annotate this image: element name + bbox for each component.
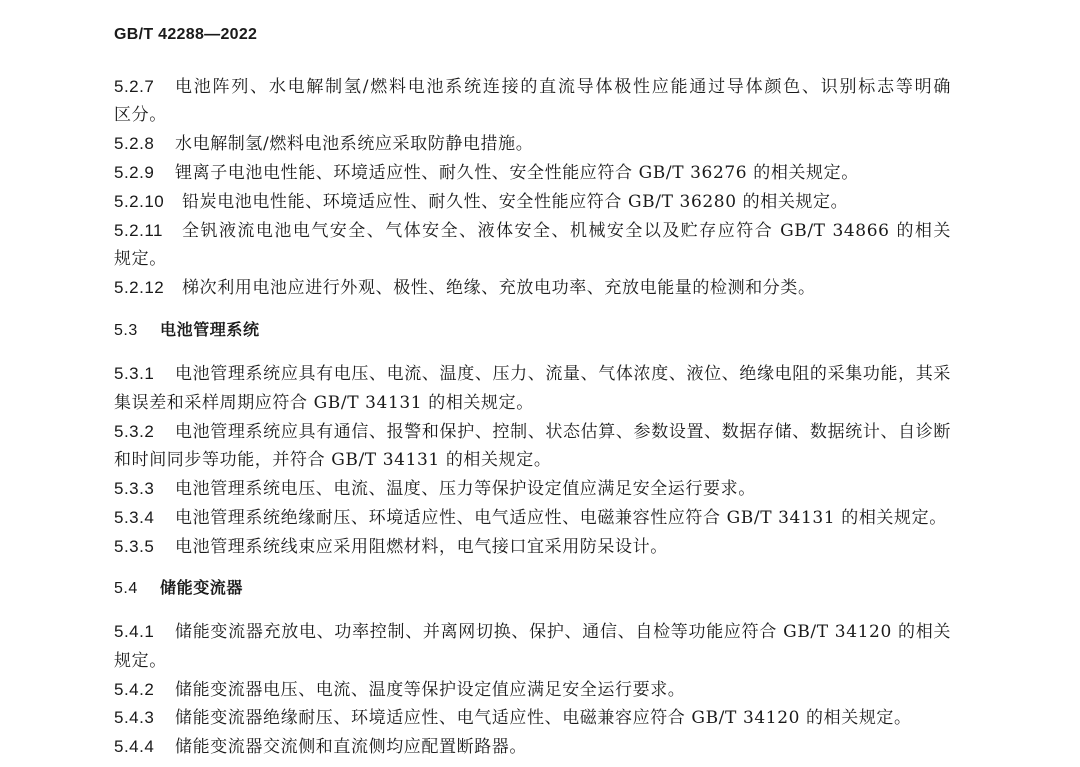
clause-text: 铅炭电池电性能、环境适应性、耐久性、安全性能应符合 GB/T 36280 的相关规定。 [182, 192, 849, 212]
clause-number: 5.2.7 [114, 77, 155, 96]
clause-number: 5.3.1 [114, 364, 155, 383]
clause-line [114, 708, 912, 728]
clause-line [114, 737, 527, 757]
clause-line [114, 77, 951, 97]
clause-number: 5.3.2 [114, 422, 155, 441]
document-code-header: GB/T 42288—2022 [114, 26, 258, 43]
clause-text: 电池阵列、水电解制氢/燃料电池系统连接的直流导体极性应能通过导体颜色、识别标志等明确 [175, 77, 951, 97]
clause-number: 5.4.1 [114, 622, 155, 641]
clause-line [114, 393, 534, 413]
clause-text: 电池管理系统线束应采用阻燃材料，电气接口宜采用防呆设计。 [175, 537, 668, 557]
section-heading [114, 320, 260, 341]
clause-number: 5.4.2 [114, 680, 155, 699]
clause-text: 储能变流器交流侧和直流侧均应配置断路器。 [175, 737, 527, 757]
clause-line [114, 680, 685, 700]
clause-text: 电池管理系统应具有通信、报警和保护、控制、状态估算、参数设置、数据存储、数据统计、自诊断 [175, 422, 951, 442]
clause-number: 5.3.3 [114, 479, 155, 498]
clause-text: 规定。 [114, 651, 167, 671]
clause-text: 和时间同步等功能，并符合 GB/T 34131 的相关规定。 [114, 450, 552, 470]
clause-text: 水电解制氢/燃料电池系统应采取防静电措施。 [175, 134, 534, 154]
clause-line [114, 134, 533, 154]
clause-text: 电池管理系统电压、电流、温度、压力等保护设定值应满足安全运行要求。 [175, 479, 756, 499]
clause-number: 5.4.3 [114, 708, 155, 727]
clause-text: 全钒液流电池电气安全、气体安全、液体安全、机械安全以及贮存应符合 GB/T 34866 的相关 [182, 221, 951, 241]
clause-line [114, 278, 816, 298]
clause-line [114, 537, 668, 557]
clause-number: 5.3.5 [114, 537, 155, 556]
section-number: 5.4 [114, 580, 138, 597]
clause-line [114, 422, 951, 442]
clause-text: 储能变流器充放电、功率控制、并离网切换、保护、通信、自检等功能应符合 GB/T 34120 的相关 [175, 622, 951, 642]
clause-line [114, 221, 951, 241]
clause-line [114, 479, 756, 499]
clause-text: 储能变流器电压、电流、温度等保护设定值应满足安全运行要求。 [175, 680, 686, 700]
clause-number: 5.2.10 [114, 192, 165, 211]
clause-line [114, 249, 167, 269]
clause-number: 5.2.12 [114, 278, 165, 297]
clause-line [114, 364, 951, 384]
clause-line [114, 450, 551, 470]
clause-text: 梯次利用电池应进行外观、极性、绝缘、充放电功率、充放电能量的检测和分类。 [182, 278, 816, 298]
clause-line [114, 622, 951, 642]
clause-number: 5.2.8 [114, 134, 155, 153]
clause-line [114, 105, 167, 125]
clause-line [114, 508, 947, 528]
clause-number: 5.2.11 [114, 221, 164, 240]
section-number: 5.3 [114, 322, 138, 339]
clause-line [114, 651, 167, 671]
clause-text: 集误差和采样周期应符合 GB/T 34131 的相关规定。 [114, 393, 534, 413]
clause-number: 5.4.4 [114, 737, 155, 756]
section-heading [114, 578, 243, 599]
clause-number: 5.2.9 [114, 163, 155, 182]
clause-text: 电池管理系统绝缘耐压、环境适应性、电气适应性、电磁兼容性应符合 GB/T 34131 的相关规定。 [175, 508, 947, 528]
clause-number: 5.3.4 [114, 508, 155, 527]
clause-line [114, 192, 848, 212]
clause-text: 规定。 [114, 249, 167, 269]
clause-text: 储能变流器绝缘耐压、环境适应性、电气适应性、电磁兼容应符合 GB/T 34120 的相关规定。 [175, 708, 912, 728]
section-title: 电池管理系统 [160, 320, 260, 339]
clause-text: 区分。 [114, 105, 167, 125]
clause-text: 电池管理系统应具有电压、电流、温度、压力、流量、气体浓度、液位、绝缘电阻的采集功能，其采 [175, 364, 951, 384]
clause-line [114, 163, 859, 183]
section-title: 储能变流器 [160, 578, 244, 597]
clause-text: 锂离子电池电性能、环境适应性、耐久性、安全性能应符合 GB/T 36276 的相关规定。 [175, 163, 859, 183]
